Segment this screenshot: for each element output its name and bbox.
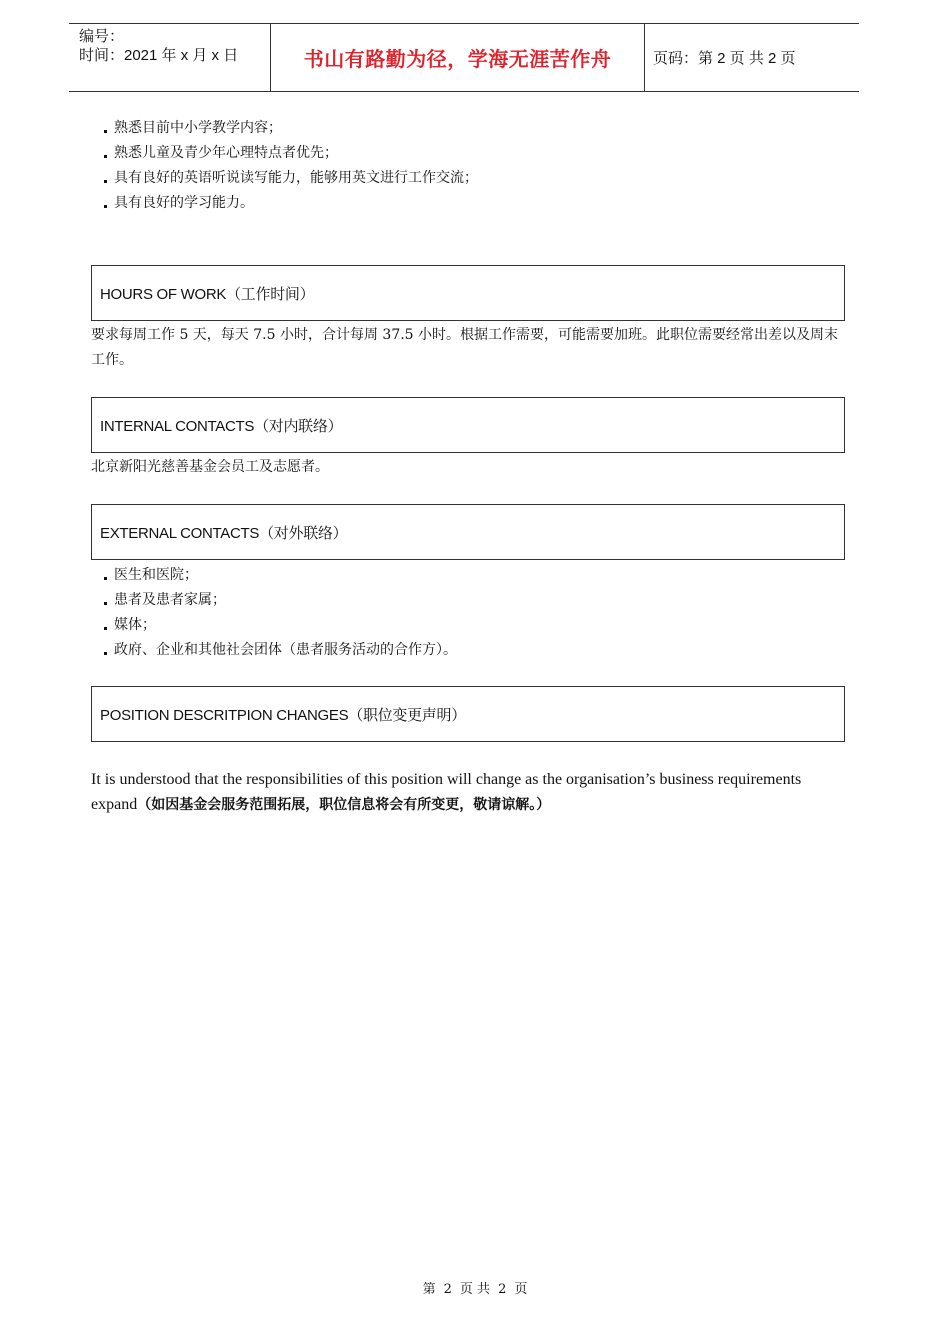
list-item: 媒体； bbox=[104, 613, 457, 638]
time-label: 时间：2021 年 x 月 x 日 bbox=[79, 47, 239, 64]
internal-text: 北京新阳光慈善基金会员工及志愿者。 bbox=[91, 459, 329, 475]
bullet-icon bbox=[104, 180, 107, 183]
changes-text bbox=[91, 767, 851, 818]
bullet-icon bbox=[104, 577, 107, 580]
list-item: 熟悉儿童及青少年心理特点者优先； bbox=[104, 141, 478, 166]
bullet-icon bbox=[104, 652, 107, 655]
changes-text-cn: （如因基金会服务范围拓展，职位信息将会有所变更，敬请谅解。） bbox=[137, 797, 551, 813]
hours-heading: HOURS OF WORK（工作时间） bbox=[91, 265, 845, 321]
list-item: 熟悉目前中小学教学内容； bbox=[104, 116, 478, 141]
number-label: 编号： bbox=[79, 28, 125, 45]
hours-text: 要求每周工作 5 天，每天 7.5 小时，合计每周 37.5 小时。根据工作需要，可能需要加班。此职位需要经常出差以及周末工作。 bbox=[91, 327, 839, 368]
external-heading: EXTERNAL CONTACTS（对外联络） bbox=[91, 504, 845, 560]
page-footer: 第 2 页 共 2 页 bbox=[422, 1282, 528, 1297]
header-motto: 书山有路勤为径，学海无涯苦作舟 bbox=[303, 47, 612, 71]
bullet-icon bbox=[104, 602, 107, 605]
changes-heading: POSITION DESCRITPION CHANGES（职位变更声明） bbox=[91, 686, 845, 742]
requirements-list bbox=[104, 116, 478, 216]
list-item: 具有良好的英语听说读写能力，能够用英文进行工作交流； bbox=[104, 166, 478, 191]
page-header bbox=[69, 23, 859, 92]
list-item: 医生和医院； bbox=[104, 563, 457, 588]
list-item: 具有良好的学习能力。 bbox=[104, 191, 478, 216]
footer-page-total: 2 bbox=[498, 1282, 507, 1297]
list-item: 政府、企业和其他社会团体（患者服务活动的合作方）。 bbox=[104, 638, 457, 663]
list-item: 患者及患者家属； bbox=[104, 588, 457, 613]
footer-page-number: 2 bbox=[443, 1282, 452, 1297]
internal-heading: INTERNAL CONTACTS（对内联络） bbox=[91, 397, 845, 453]
bullet-icon bbox=[104, 130, 107, 133]
changes-text-en: It is understood that the responsibilities of this position will change as the organisation’s business requirements expand bbox=[91, 771, 802, 813]
header-motto-cell bbox=[270, 24, 645, 91]
header-meta bbox=[79, 24, 269, 94]
bullet-icon bbox=[104, 627, 107, 630]
bullet-icon bbox=[104, 205, 107, 208]
bullet-icon bbox=[104, 155, 107, 158]
header-page-cell bbox=[653, 24, 853, 91]
header-page-label: 页码：第 2 页 共 2 页 bbox=[653, 50, 796, 67]
external-contacts-list bbox=[104, 563, 457, 663]
